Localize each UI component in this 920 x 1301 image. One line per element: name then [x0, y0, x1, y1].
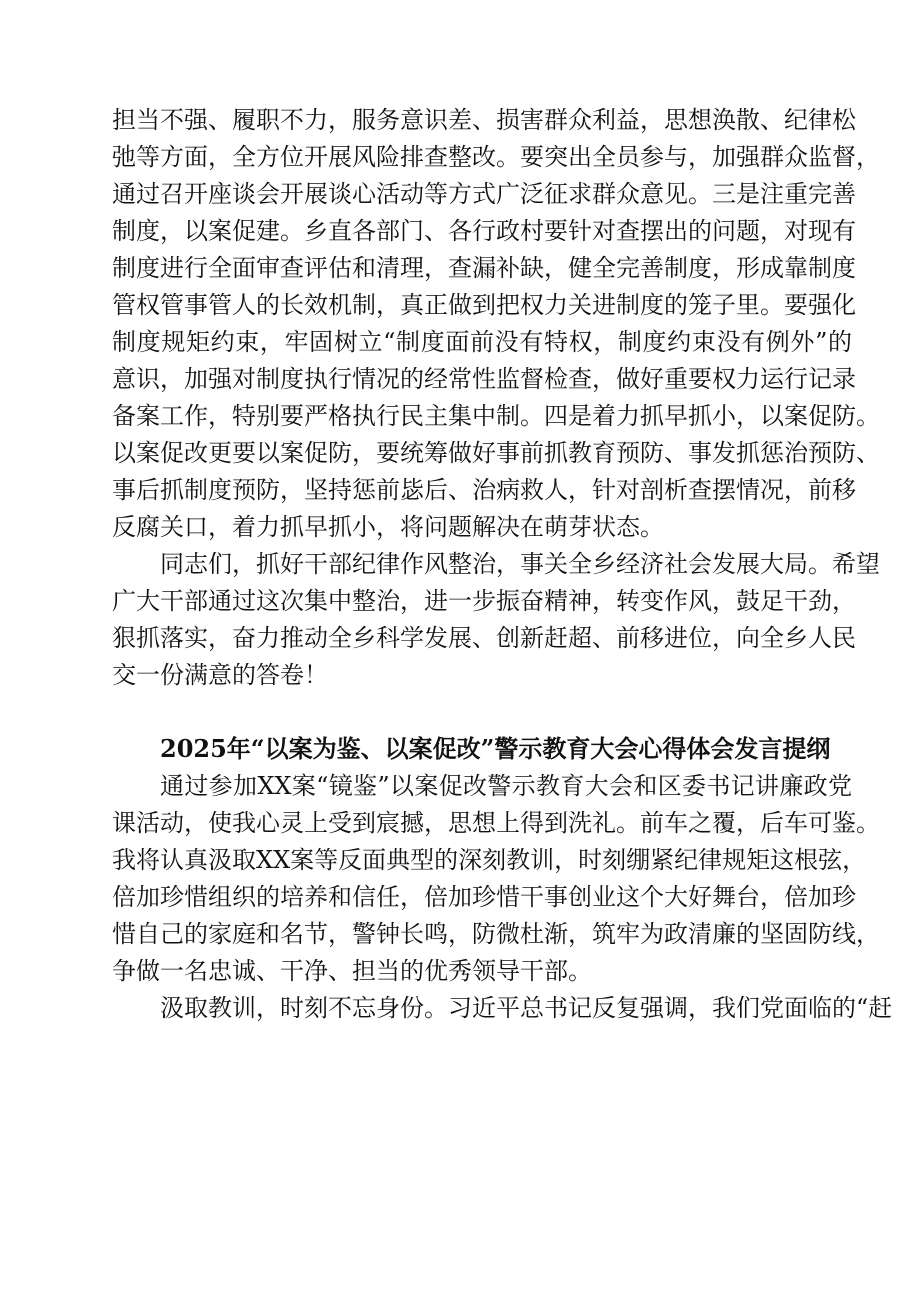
paragraph-line: 制度规矩约束，牢固树立“制度面前没有特权，制度约束没有例外”的 — [112, 328, 852, 356]
paragraph-line: 课活动，使我心灵上受到宸撼，思想上得到洗礼。前车之覆，后车可鉴。 — [112, 809, 880, 837]
paragraph-line: 事后抓制度预防，坚持惩前毖后、治病救人，针对剖析查摆情况，前移 — [112, 476, 856, 504]
paragraph-line: 我将认真汲取XX案等反面典型的深刻教训，时刻绷紧纪律规矩这根弦， — [112, 846, 867, 874]
paragraph-line: 以案促改更要以案促防，要统筹做好事前抓教育预防、事发抓惩治预防、 — [112, 439, 880, 467]
paragraph-line: 狠抓落实，奋力推动全乡科学发展、创新赶超、前移进位，向全乡人民 — [112, 624, 856, 652]
paragraph-line: 同志们，抓好干部纪律作风整治，事关全乡经济社会发展大局。希望 — [160, 550, 880, 578]
paragraph-line: 争做一名忠诚、干净、担当的优秀领导干部。 — [112, 957, 592, 985]
paragraph-line: 弛等方面，全方位开展风险排查整改。要突出全员参与，加强群众监督， — [112, 143, 880, 171]
paragraph-line: 通过参加XX案“镜鉴”以案促改警示教育大会和区委书记讲廉政党 — [160, 772, 852, 800]
paragraph-line: 担当不强、履职不力，服务意识差、损害群众利益，思想涣散、纪律松 — [112, 106, 856, 134]
paragraph-line: 通过召开座谈会开展谈心活动等方式广泛征求群众意见。三是注重完善 — [112, 180, 856, 208]
paragraph-line: 惜自己的家庭和名节，警钟长鸣，防微杜渐，筑牢为政清廉的坚固防线， — [112, 920, 880, 948]
paragraph-line: 管权管事管人的长效机制，真正做到把权力关进制度的笼子里。要强化 — [112, 291, 856, 319]
paragraph-line: 广大干部通过这次集中整治，进一步振奋精神，转变作风，鼓足干劲， — [112, 587, 856, 615]
paragraph-line: 反腐关口，着力抓早抓小，将问题解决在萌芽状态。 — [112, 513, 664, 541]
paragraph-line: 备案工作，特别要严格执行民主集中制。四是着力抓早抓小，以案促防。 — [112, 402, 880, 430]
paragraph-line: 交一份满意的答卷！ — [112, 661, 328, 689]
paragraph-line: 倍加珍惜组织的培养和信任，倍加珍惜干事创业这个大好舞台，倍加珍 — [112, 883, 856, 911]
paragraph-line: 意识，加强对制度执行情况的经常性监督检查，做好重要权力运行记录 — [112, 365, 856, 393]
paragraph-line: 制度进行全面审查评估和清理，查漏补缺，健全完善制度，形成靠制度 — [112, 254, 856, 282]
paragraph-line: 汲取教训，时刻不忘身份。习近平总书记反复强调，我们党面临的“赶 — [160, 994, 893, 1022]
paragraph-line: 制度，以案促建。乡直各部门、各行政村要针对查摆出的问题，对现有 — [112, 217, 856, 245]
section-title: 2025年“以案为鉴、以案促改”警示教育大会心得体会发言提纲 — [160, 734, 831, 763]
